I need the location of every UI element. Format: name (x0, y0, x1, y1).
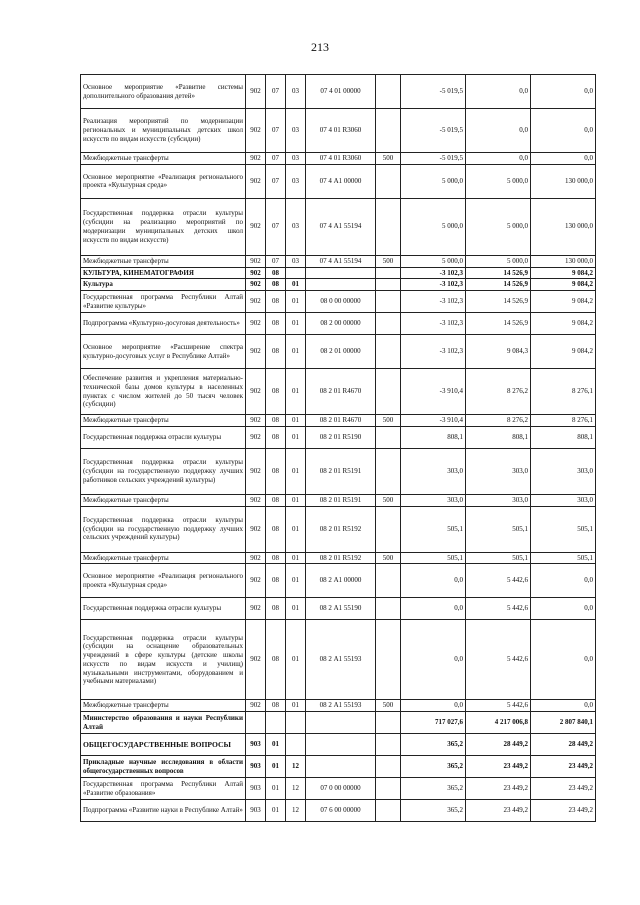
table-row (81, 564, 596, 598)
expense-type-code (376, 109, 401, 153)
amount-year-1: 0,0 (401, 564, 466, 598)
expense-type-code: 500 (376, 700, 401, 712)
row-name: Подпрограмма «Культурно-досуговая деятельность» (81, 313, 246, 335)
admin-code: 902 (246, 426, 266, 448)
table-row (81, 712, 596, 734)
target-item-code (306, 279, 376, 291)
section-code: 07 (266, 164, 286, 198)
amount-year-3: 23 449,2 (531, 800, 596, 822)
admin-code: 902 (246, 415, 266, 427)
target-item-code: 08 2 01 R5192 (306, 552, 376, 564)
amount-year-3: 0,0 (531, 598, 596, 620)
subsection-code: 12 (286, 778, 306, 800)
row-name: Межбюджетные трансферты (81, 700, 246, 712)
amount-year-2: 505,1 (466, 506, 531, 552)
amount-year-1: -5 019,5 (401, 109, 466, 153)
row-name: Обеспечение развития и укрепления материально-технической базы домов культуры в населенных пунктах с числом жителей до 50 тысяч человек (субсидии) (81, 369, 246, 415)
row-name: Основное мероприятие «Расширение спектра культурно-досуговых услуг в Республике Алтай» (81, 335, 246, 369)
expense-type-code: 500 (376, 552, 401, 564)
budget-table (80, 74, 596, 822)
row-name: Государственная программа Республики Алтай «Развитие культуры» (81, 291, 246, 313)
section-code: 08 (266, 700, 286, 712)
subsection-code (286, 712, 306, 734)
target-item-code: 08 2 01 R5192 (306, 506, 376, 552)
amount-year-2: 23 449,2 (466, 778, 531, 800)
amount-year-3: 505,1 (531, 506, 596, 552)
expense-type-code (376, 448, 401, 494)
table-row (81, 506, 596, 552)
section-code: 08 (266, 426, 286, 448)
section-code: 08 (266, 267, 286, 279)
section-code: 01 (266, 800, 286, 822)
row-name: Государственная поддержка отрасли культуры (81, 598, 246, 620)
amount-year-1: 303,0 (401, 494, 466, 506)
expense-type-code (376, 598, 401, 620)
amount-year-3: 9 084,2 (531, 313, 596, 335)
target-item-code: 07 4 01 R3060 (306, 153, 376, 165)
section-code: 07 (266, 75, 286, 109)
row-name: Основное мероприятие «Развитие системы дополнительного образования детей» (81, 75, 246, 109)
expense-type-code: 500 (376, 153, 401, 165)
amount-year-3: 9 084,2 (531, 291, 596, 313)
amount-year-1: -3 102,3 (401, 291, 466, 313)
amount-year-1: 808,1 (401, 426, 466, 448)
section-code: 07 (266, 198, 286, 255)
subsection-code: 01 (286, 506, 306, 552)
expense-type-code: 500 (376, 494, 401, 506)
target-item-code: 07 4 А1 00000 (306, 164, 376, 198)
table-row (81, 198, 596, 255)
subsection-code: 01 (286, 598, 306, 620)
amount-year-1: 5 000,0 (401, 255, 466, 267)
row-name: Государственная поддержка отрасли культуры (81, 426, 246, 448)
expense-type-code (376, 564, 401, 598)
subsection-code: 01 (286, 279, 306, 291)
table-row (81, 369, 596, 415)
subsection-code: 12 (286, 756, 306, 778)
amount-year-2: 505,1 (466, 552, 531, 564)
table-body (81, 75, 596, 822)
expense-type-code (376, 426, 401, 448)
section-code: 01 (266, 778, 286, 800)
section-code: 08 (266, 620, 286, 700)
section-code: 08 (266, 369, 286, 415)
amount-year-1: -3 102,3 (401, 335, 466, 369)
table-row (81, 279, 596, 291)
section-code: 08 (266, 335, 286, 369)
target-item-code: 08 2 01 R4670 (306, 415, 376, 427)
target-item-code (306, 267, 376, 279)
target-item-code: 08 2 А1 55193 (306, 700, 376, 712)
amount-year-2: 0,0 (466, 75, 531, 109)
amount-year-3: 130 000,0 (531, 164, 596, 198)
expense-type-code (376, 712, 401, 734)
admin-code: 902 (246, 564, 266, 598)
subsection-code: 12 (286, 800, 306, 822)
expense-type-code (376, 279, 401, 291)
subsection-code: 01 (286, 313, 306, 335)
expense-type-code (376, 506, 401, 552)
amount-year-2: 808,1 (466, 426, 531, 448)
target-item-code: 08 2 01 R5191 (306, 448, 376, 494)
admin-code: 902 (246, 494, 266, 506)
amount-year-2: 5 442,6 (466, 564, 531, 598)
admin-code: 902 (246, 598, 266, 620)
target-item-code: 08 2 01 R4670 (306, 369, 376, 415)
admin-code: 902 (246, 109, 266, 153)
amount-year-2: 8 276,2 (466, 415, 531, 427)
subsection-code: 01 (286, 700, 306, 712)
row-name: Межбюджетные трансферты (81, 255, 246, 267)
table-row (81, 800, 596, 822)
amount-year-1: 0,0 (401, 598, 466, 620)
amount-year-2: 9 084,3 (466, 335, 531, 369)
target-item-code: 08 2 01 R5191 (306, 494, 376, 506)
row-name: Государственная программа Республики Алтай «Развитие образования» (81, 778, 246, 800)
amount-year-1: -3 910,4 (401, 369, 466, 415)
subsection-code: 03 (286, 109, 306, 153)
amount-year-3: 0,0 (531, 153, 596, 165)
table-row (81, 415, 596, 427)
amount-year-3: 130 000,0 (531, 255, 596, 267)
amount-year-1: 5 000,0 (401, 198, 466, 255)
target-item-code: 07 6 00 00000 (306, 800, 376, 822)
amount-year-2: 5 442,6 (466, 620, 531, 700)
amount-year-3: 505,1 (531, 552, 596, 564)
expense-type-code (376, 734, 401, 756)
row-name: Реализация мероприятий по модернизации региональных и муниципальных детских школ искусств по видам искусств (субсидии) (81, 109, 246, 153)
section-code: 07 (266, 153, 286, 165)
subsection-code: 01 (286, 448, 306, 494)
subsection-code: 01 (286, 415, 306, 427)
admin-code: 902 (246, 313, 266, 335)
row-name: Государственная поддержка отрасли культуры (субсидии на государственную поддержку лучших работников сельских учреждений культуры) (81, 448, 246, 494)
amount-year-3: 0,0 (531, 75, 596, 109)
table-row (81, 494, 596, 506)
admin-code: 902 (246, 291, 266, 313)
row-name: Культура (81, 279, 246, 291)
row-name: Государственная поддержка отрасли культуры (субсидии на оснащение образовательных учреждений в сфере культуры (детские школы искусств по видам искусств и училищ) музыкальными инструментами, оборудованием и учебными материалами) (81, 620, 246, 700)
target-item-code: 08 2 А1 55190 (306, 598, 376, 620)
subsection-code: 01 (286, 620, 306, 700)
table-row (81, 291, 596, 313)
admin-code: 902 (246, 198, 266, 255)
table-row (81, 109, 596, 153)
amount-year-1: 0,0 (401, 620, 466, 700)
subsection-code: 01 (286, 291, 306, 313)
expense-type-code (376, 335, 401, 369)
expense-type-code (376, 164, 401, 198)
amount-year-2: 0,0 (466, 109, 531, 153)
table-row (81, 426, 596, 448)
amount-year-3: 303,0 (531, 448, 596, 494)
amount-year-2: 5 000,0 (466, 255, 531, 267)
target-item-code: 08 2 01 R5190 (306, 426, 376, 448)
section-code: 08 (266, 448, 286, 494)
amount-year-3: 8 276,1 (531, 415, 596, 427)
amount-year-2: 4 217 006,8 (466, 712, 531, 734)
section-code: 08 (266, 506, 286, 552)
subsection-code: 01 (286, 369, 306, 415)
admin-code: 902 (246, 164, 266, 198)
admin-code (246, 712, 266, 734)
table-row (81, 598, 596, 620)
table-row (81, 313, 596, 335)
amount-year-1: -3 102,3 (401, 313, 466, 335)
subsection-code: 03 (286, 75, 306, 109)
amount-year-3: 0,0 (531, 564, 596, 598)
amount-year-1: 365,2 (401, 734, 466, 756)
amount-year-2: 5 442,6 (466, 700, 531, 712)
page-number: 213 (311, 40, 329, 54)
amount-year-2: 303,0 (466, 494, 531, 506)
amount-year-2: 0,0 (466, 153, 531, 165)
expense-type-code (376, 291, 401, 313)
target-item-code: 07 4 А1 55194 (306, 255, 376, 267)
target-item-code: 07 4 01 00000 (306, 75, 376, 109)
subsection-code: 03 (286, 255, 306, 267)
subsection-code: 03 (286, 164, 306, 198)
row-name: Прикладные научные исследования в области общегосударственных вопросов (81, 756, 246, 778)
row-name: Межбюджетные трансферты (81, 153, 246, 165)
expense-type-code (376, 313, 401, 335)
amount-year-3: 23 449,2 (531, 756, 596, 778)
row-name: Подпрограмма «Развитие науки в Республике Алтай» (81, 800, 246, 822)
row-name: Государственная поддержка отрасли культуры (субсидии на реализацию мероприятий по модернизации муниципальных детских школ искусств по видам искусств) (81, 198, 246, 255)
row-name: Государственная поддержка отрасли культуры (субсидии на государственную поддержку лучших сельских учреждений культуры) (81, 506, 246, 552)
admin-code: 902 (246, 620, 266, 700)
subsection-code: 01 (286, 552, 306, 564)
amount-year-3: 0,0 (531, 109, 596, 153)
admin-code: 902 (246, 506, 266, 552)
amount-year-2: 23 449,2 (466, 800, 531, 822)
amount-year-3: 303,0 (531, 494, 596, 506)
expense-type-code (376, 620, 401, 700)
amount-year-1: -5 019,5 (401, 153, 466, 165)
amount-year-2: 14 526,9 (466, 313, 531, 335)
amount-year-2: 14 526,9 (466, 279, 531, 291)
admin-code: 902 (246, 75, 266, 109)
table-row (81, 75, 596, 109)
table-row (81, 164, 596, 198)
admin-code: 902 (246, 153, 266, 165)
amount-year-3: 0,0 (531, 700, 596, 712)
admin-code: 902 (246, 552, 266, 564)
target-item-code (306, 734, 376, 756)
section-code: 08 (266, 313, 286, 335)
target-item-code: 08 2 00 00000 (306, 313, 376, 335)
section-code: 08 (266, 291, 286, 313)
amount-year-3: 8 276,1 (531, 369, 596, 415)
row-name: Межбюджетные трансферты (81, 552, 246, 564)
target-item-code: 08 2 01 00000 (306, 335, 376, 369)
table-row (81, 267, 596, 279)
amount-year-2: 28 449,2 (466, 734, 531, 756)
amount-year-1: 303,0 (401, 448, 466, 494)
table-row (81, 153, 596, 165)
table-row (81, 255, 596, 267)
section-code: 07 (266, 255, 286, 267)
amount-year-3: 808,1 (531, 426, 596, 448)
section-code: 01 (266, 734, 286, 756)
admin-code: 902 (246, 369, 266, 415)
row-name: Межбюджетные трансферты (81, 415, 246, 427)
amount-year-3: 9 084,2 (531, 267, 596, 279)
section-code: 01 (266, 756, 286, 778)
admin-code: 903 (246, 778, 266, 800)
amount-year-1: 365,2 (401, 800, 466, 822)
target-item-code (306, 756, 376, 778)
row-name: Министерство образования и науки Республики Алтай (81, 712, 246, 734)
target-item-code: 08 2 А1 00000 (306, 564, 376, 598)
section-code: 08 (266, 494, 286, 506)
amount-year-2: 14 526,9 (466, 267, 531, 279)
amount-year-3: 130 000,0 (531, 198, 596, 255)
expense-type-code (376, 369, 401, 415)
expense-type-code (376, 198, 401, 255)
admin-code: 902 (246, 255, 266, 267)
expense-type-code (376, 75, 401, 109)
expense-type-code (376, 800, 401, 822)
amount-year-2: 14 526,9 (466, 291, 531, 313)
section-code: 08 (266, 552, 286, 564)
target-item-code: 07 0 00 00000 (306, 778, 376, 800)
expense-type-code: 500 (376, 255, 401, 267)
amount-year-2: 23 449,2 (466, 756, 531, 778)
table-row (81, 552, 596, 564)
section-code (266, 712, 286, 734)
admin-code: 902 (246, 448, 266, 494)
admin-code: 902 (246, 700, 266, 712)
table-row (81, 620, 596, 700)
target-item-code: 07 4 А1 55194 (306, 198, 376, 255)
expense-type-code (376, 778, 401, 800)
amount-year-1: -3 102,3 (401, 267, 466, 279)
amount-year-2: 303,0 (466, 448, 531, 494)
admin-code: 902 (246, 279, 266, 291)
amount-year-3: 23 449,2 (531, 778, 596, 800)
amount-year-1: 365,2 (401, 778, 466, 800)
section-code: 08 (266, 279, 286, 291)
subsection-code: 01 (286, 426, 306, 448)
subsection-code: 03 (286, 153, 306, 165)
row-name: ОБЩЕГОСУДАРСТВЕННЫЕ ВОПРОСЫ (81, 734, 246, 756)
table-row (81, 335, 596, 369)
target-item-code: 08 0 00 00000 (306, 291, 376, 313)
section-code: 07 (266, 109, 286, 153)
section-code: 08 (266, 564, 286, 598)
admin-code: 902 (246, 267, 266, 279)
row-name: Основное мероприятие «Реализация регионального проекта «Культурная среда» (81, 564, 246, 598)
admin-code: 902 (246, 335, 266, 369)
admin-code: 903 (246, 756, 266, 778)
table-row (81, 448, 596, 494)
row-name: КУЛЬТУРА, КИНЕМАТОГРАФИЯ (81, 267, 246, 279)
subsection-code (286, 734, 306, 756)
subsection-code: 01 (286, 494, 306, 506)
table-row (81, 756, 596, 778)
target-item-code (306, 712, 376, 734)
subsection-code: 01 (286, 564, 306, 598)
amount-year-1: 0,0 (401, 700, 466, 712)
expense-type-code (376, 267, 401, 279)
amount-year-1: 505,1 (401, 506, 466, 552)
target-item-code: 08 2 А1 55193 (306, 620, 376, 700)
amount-year-2: 5 000,0 (466, 198, 531, 255)
row-name: Основное мероприятие «Реализация регионального проекта «Культурная среда» (81, 164, 246, 198)
amount-year-1: 505,1 (401, 552, 466, 564)
amount-year-3: 9 084,2 (531, 335, 596, 369)
amount-year-1: -5 019,5 (401, 75, 466, 109)
amount-year-3: 28 449,2 (531, 734, 596, 756)
amount-year-2: 8 276,2 (466, 369, 531, 415)
expense-type-code (376, 756, 401, 778)
table-row (81, 734, 596, 756)
amount-year-3: 0,0 (531, 620, 596, 700)
subsection-code: 01 (286, 335, 306, 369)
section-code: 08 (266, 415, 286, 427)
amount-year-3: 2 807 840,1 (531, 712, 596, 734)
admin-code: 903 (246, 734, 266, 756)
target-item-code: 07 4 01 R3060 (306, 109, 376, 153)
table-row (81, 778, 596, 800)
subsection-code: 03 (286, 198, 306, 255)
amount-year-1: 717 027,6 (401, 712, 466, 734)
amount-year-1: 5 000,0 (401, 164, 466, 198)
amount-year-1: 365,2 (401, 756, 466, 778)
amount-year-2: 5 000,0 (466, 164, 531, 198)
admin-code: 903 (246, 800, 266, 822)
amount-year-1: -3 102,3 (401, 279, 466, 291)
row-name: Межбюджетные трансферты (81, 494, 246, 506)
table-row (81, 700, 596, 712)
subsection-code (286, 267, 306, 279)
amount-year-1: -3 910,4 (401, 415, 466, 427)
amount-year-3: 9 084,2 (531, 279, 596, 291)
amount-year-2: 5 442,6 (466, 598, 531, 620)
section-code: 08 (266, 598, 286, 620)
expense-type-code: 500 (376, 415, 401, 427)
